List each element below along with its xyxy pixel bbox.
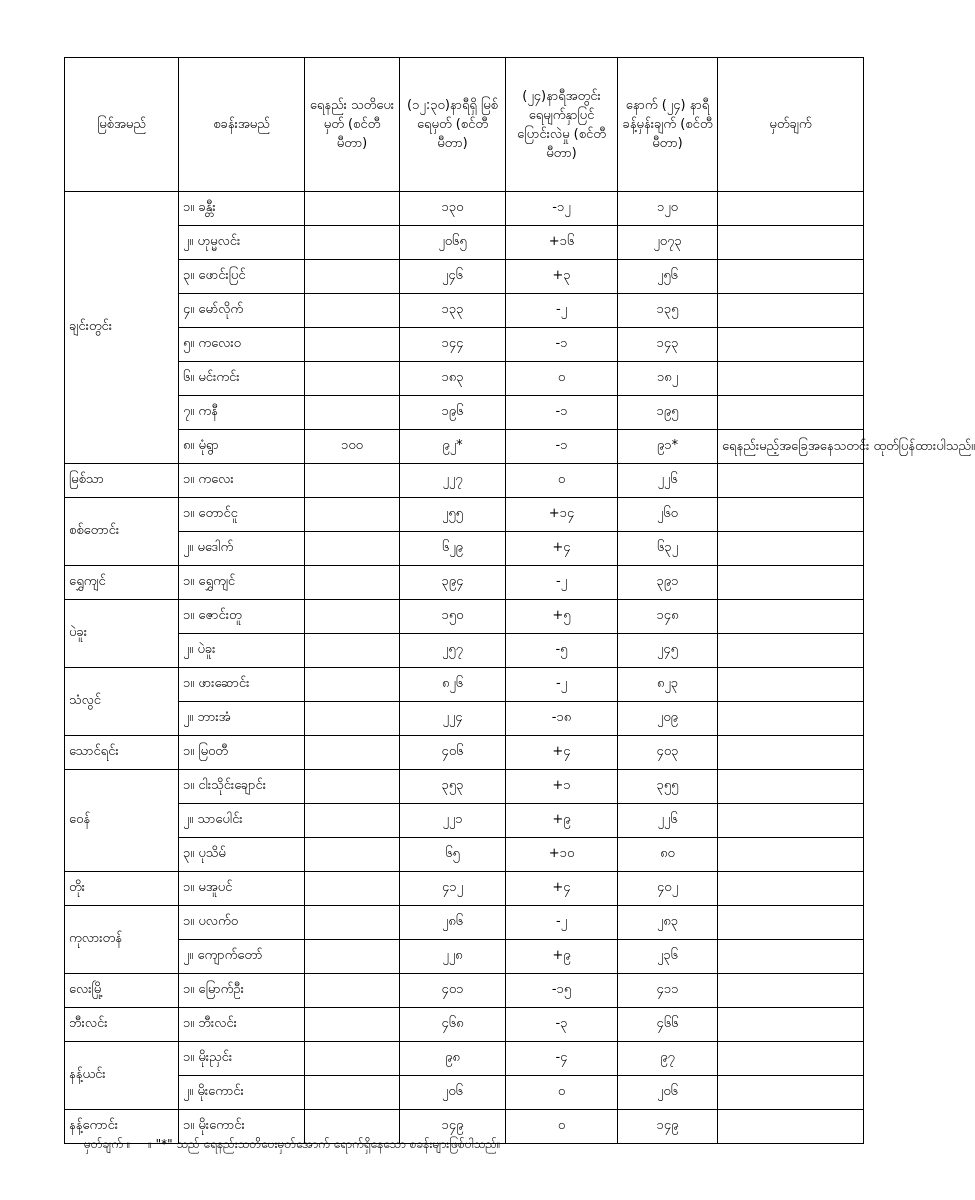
change-cell: +၁ xyxy=(506,770,618,804)
low-warning-cell xyxy=(305,498,400,532)
current-level-cell: ၁၄၉ xyxy=(400,1110,506,1144)
river-name-cell: စစ်တောင်း xyxy=(65,498,179,566)
current-level-cell: ၂၅၇ xyxy=(400,634,506,668)
table-row xyxy=(65,226,864,260)
change-cell: +၁၄ xyxy=(506,498,618,532)
low-warning-cell xyxy=(305,600,400,634)
current-level-cell: ၃၅၃ xyxy=(400,770,506,804)
river-name-cell: လေးမြို့ xyxy=(65,974,179,1008)
current-level-cell: ၂၀၆ xyxy=(400,1076,506,1110)
table-row xyxy=(65,566,864,600)
forecast-cell: ၂၅၆ xyxy=(618,260,718,294)
change-cell: ၀ xyxy=(506,1110,618,1144)
footnote xyxy=(84,1136,515,1154)
station-name-cell: ၁။ ဇောင်းတူ xyxy=(179,600,305,634)
remark-cell xyxy=(718,328,864,362)
forecast-cell: ၂၀၉ xyxy=(618,702,718,736)
remark-cell xyxy=(718,226,864,260)
forecast-cell: ၁၉၅ xyxy=(618,396,718,430)
station-name-cell: ၁။ မိုးညှင်း xyxy=(179,1042,305,1076)
remark-cell xyxy=(718,974,864,1008)
table-row xyxy=(65,464,864,498)
river-name-cell: မြစ်သာ xyxy=(65,464,179,498)
table-row xyxy=(65,872,864,906)
river-name-cell: သံလွင် xyxy=(65,668,179,736)
remark-cell xyxy=(718,668,864,702)
river-name-cell: ကုလားတန် xyxy=(65,906,179,974)
current-level-cell: ၆၅ xyxy=(400,838,506,872)
forecast-cell: ၃၉၁ xyxy=(618,566,718,600)
table-row xyxy=(65,702,864,736)
change-cell: -၅ xyxy=(506,634,618,668)
station-name-cell: ၂။ မဒေါက် xyxy=(179,532,305,566)
station-name-cell: ၄။ မော်လိုက် xyxy=(179,294,305,328)
table-row xyxy=(65,532,864,566)
header-remarks: မှတ်ချက် xyxy=(718,58,864,192)
forecast-cell: ၂၀၆ xyxy=(618,1076,718,1110)
remark-cell xyxy=(718,260,864,294)
table-row xyxy=(65,396,864,430)
station-name-cell: ၁။ ငါးသိုင်းချောင်း xyxy=(179,770,305,804)
table-row xyxy=(65,940,864,974)
river-name-cell: ဘီးလင်း xyxy=(65,1008,179,1042)
change-cell: -၄ xyxy=(506,1042,618,1076)
forecast-cell: ၂၄၅ xyxy=(618,634,718,668)
header-row xyxy=(65,58,864,192)
table-row xyxy=(65,770,864,804)
station-name-cell: ၅။ ကလေးဝ xyxy=(179,328,305,362)
station-name-cell: ၂။ ဘားအံ xyxy=(179,702,305,736)
low-warning-cell xyxy=(305,974,400,1008)
current-level-cell: ၄၁၂ xyxy=(400,872,506,906)
current-level-cell: ၂၀၆၅ xyxy=(400,226,506,260)
forecast-cell: ၄၆၆ xyxy=(618,1008,718,1042)
low-warning-cell xyxy=(305,532,400,566)
remark-cell xyxy=(718,600,864,634)
low-warning-cell xyxy=(305,872,400,906)
forecast-cell: ၉၁* xyxy=(618,430,718,464)
river-name-cell: သောင်ရင်း xyxy=(65,736,179,770)
station-name-cell: ၁။ မအူပင် xyxy=(179,872,305,906)
remark-cell xyxy=(718,702,864,736)
station-name-cell: ၁။ မိုးကောင်း xyxy=(179,1110,305,1144)
current-level-cell: ၄၆၈ xyxy=(400,1008,506,1042)
forecast-cell: ၈၂၃ xyxy=(618,668,718,702)
river-name-cell: တိုး xyxy=(65,872,179,906)
current-level-cell: ၂၈၆ xyxy=(400,906,506,940)
change-cell: ၀ xyxy=(506,362,618,396)
forecast-cell: ၂၂၆ xyxy=(618,804,718,838)
forecast-cell: ၃၅၅ xyxy=(618,770,718,804)
low-warning-cell xyxy=(305,294,400,328)
low-warning-cell xyxy=(305,226,400,260)
change-cell: -၁ xyxy=(506,430,618,464)
change-cell: +၄ xyxy=(506,872,618,906)
low-warning-cell xyxy=(305,192,400,226)
change-cell: -၁ xyxy=(506,328,618,362)
station-name-cell: ၁။ ဖားဆောင်း xyxy=(179,668,305,702)
current-level-cell: ၂၄၆ xyxy=(400,260,506,294)
low-warning-cell xyxy=(305,906,400,940)
change-cell: +၃ xyxy=(506,260,618,294)
current-level-cell: ၁၄၄ xyxy=(400,328,506,362)
table-body xyxy=(65,192,975,1144)
low-warning-cell xyxy=(305,362,400,396)
current-level-cell: ၁၃၃ xyxy=(400,294,506,328)
low-warning-cell xyxy=(305,1008,400,1042)
table-row xyxy=(65,498,864,532)
header-current-level: (၁၂:၃၀)နာရီရှိ မြစ်ရေမှတ် (စင်တီမီတာ) xyxy=(400,58,506,192)
low-warning-cell xyxy=(305,736,400,770)
station-name-cell: ၁။ မြဝတီ xyxy=(179,736,305,770)
forecast-cell: ၆၃၂ xyxy=(618,532,718,566)
change-cell: +၉ xyxy=(506,940,618,974)
river-name-cell: ရွှေကျင် xyxy=(65,566,179,600)
table-row xyxy=(65,974,864,1008)
table-row xyxy=(65,906,864,940)
station-name-cell: ၃။ ပုသိမ် xyxy=(179,838,305,872)
river-name-cell: ပဲခူး xyxy=(65,600,179,668)
current-level-cell: ၄၀၁ xyxy=(400,974,506,1008)
change-cell: +၄ xyxy=(506,736,618,770)
table-row xyxy=(65,1008,864,1042)
current-level-cell: ၉၈ xyxy=(400,1042,506,1076)
river-name-cell: နန့်ကောင်း xyxy=(65,1110,179,1144)
station-name-cell: ၁။ ဘီးလင်း xyxy=(179,1008,305,1042)
table-row xyxy=(65,838,864,872)
table-row xyxy=(65,1042,864,1076)
change-cell: -၂ xyxy=(506,566,618,600)
change-cell: -၂ xyxy=(506,294,618,328)
forecast-cell: ၂၆၀ xyxy=(618,498,718,532)
remark-cell xyxy=(718,498,864,532)
low-warning-cell xyxy=(305,634,400,668)
table-row xyxy=(65,328,864,362)
remark-cell xyxy=(718,532,864,566)
remark-cell xyxy=(718,1008,864,1042)
remark-cell xyxy=(718,736,864,770)
forecast-cell: ၂၃၆ xyxy=(618,940,718,974)
table-row xyxy=(65,736,864,770)
header-forecast: နောက် (၂၄) နာရီ ခန့်မှန်းချက် (စင်တီမီတာ) xyxy=(618,58,718,192)
remark-cell xyxy=(718,804,864,838)
current-level-cell: ၁၅၀ xyxy=(400,600,506,634)
table-row xyxy=(65,430,864,464)
station-name-cell: ၁။ ရွှေကျင် xyxy=(179,566,305,600)
station-name-cell: ၁။ ခန္တီး xyxy=(179,192,305,226)
low-warning-cell xyxy=(305,260,400,294)
header-river: မြစ်အမည် xyxy=(65,58,179,192)
current-level-cell: ၁၈၃ xyxy=(400,362,506,396)
remark-cell xyxy=(718,1076,864,1110)
forecast-cell: ၂၂၆ xyxy=(618,464,718,498)
current-level-cell: ၂၂၁ xyxy=(400,804,506,838)
header-low-warning: ရေနည်း သတိပေးမှတ် (စင်တီမီတာ) xyxy=(305,58,400,192)
current-level-cell: ၂၂၈ xyxy=(400,940,506,974)
forecast-cell: ၄၁၁ xyxy=(618,974,718,1008)
change-cell: ၀ xyxy=(506,464,618,498)
table-row xyxy=(65,634,864,668)
current-level-cell: ၁၃၀ xyxy=(400,192,506,226)
remark-cell xyxy=(718,396,864,430)
river-name-cell: ချင်းတွင်း xyxy=(65,192,179,464)
change-cell: -၁၅ xyxy=(506,974,618,1008)
station-name-cell: ၂။ ကျောက်တော် xyxy=(179,940,305,974)
low-warning-cell xyxy=(305,328,400,362)
low-warning-cell xyxy=(305,770,400,804)
low-warning-cell xyxy=(305,566,400,600)
forecast-cell: ၁၃၅ xyxy=(618,294,718,328)
current-level-cell: ၄၀၆ xyxy=(400,736,506,770)
table-row xyxy=(65,600,864,634)
low-warning-cell xyxy=(305,396,400,430)
remark-cell xyxy=(718,464,864,498)
station-name-cell: ၂။ ပဲခူး xyxy=(179,634,305,668)
remark-cell xyxy=(718,940,864,974)
table-row xyxy=(65,260,864,294)
current-level-cell: ၂၂၇ xyxy=(400,464,506,498)
forecast-cell: ၁၈၂ xyxy=(618,362,718,396)
change-cell: +၄ xyxy=(506,532,618,566)
station-name-cell: ၁။ ကလေး xyxy=(179,464,305,498)
forecast-cell: ၂၈၃ xyxy=(618,906,718,940)
low-warning-cell xyxy=(305,804,400,838)
forecast-cell: ၄၀၃ xyxy=(618,736,718,770)
forecast-cell: ၁၄၉ xyxy=(618,1110,718,1144)
change-cell: +၉ xyxy=(506,804,618,838)
low-warning-cell xyxy=(305,464,400,498)
table-row xyxy=(65,804,864,838)
change-cell: -၃ xyxy=(506,1008,618,1042)
forecast-cell: ၁၂၀ xyxy=(618,192,718,226)
table-row xyxy=(65,192,864,226)
remark-cell xyxy=(718,770,864,804)
change-cell: +၅ xyxy=(506,600,618,634)
current-level-cell: ၆၂၉ xyxy=(400,532,506,566)
river-water-level-table xyxy=(64,57,975,1144)
footnote-text: ။ "*" သည် ရေနည်းသတိပေးမှတ်အောက် ရောက်ရှိနေသော စခန်းများဖြစ်ပါသည်။ xyxy=(148,1137,501,1151)
forecast-cell: ၉၇ xyxy=(618,1042,718,1076)
low-warning-cell xyxy=(305,702,400,736)
change-cell: +၁၀ xyxy=(506,838,618,872)
remark-cell xyxy=(718,872,864,906)
remark-cell xyxy=(718,634,864,668)
station-name-cell: ၂။ ဟုမ္မလင်း xyxy=(179,226,305,260)
station-name-cell: ၈။ မုံရွာ xyxy=(179,430,305,464)
remark-cell: ရေနည်းမည့်အခြေအနေသတင်း ထုတ်ပြန်ထားပါသည်။ xyxy=(718,430,864,464)
station-name-cell: ၂။ သာပေါင်း xyxy=(179,804,305,838)
current-level-cell: ၁၉၆ xyxy=(400,396,506,430)
remark-cell xyxy=(718,1042,864,1076)
low-warning-cell xyxy=(305,940,400,974)
current-level-cell: ၈၂၆ xyxy=(400,668,506,702)
station-name-cell: ၆။ မင်းကင်း xyxy=(179,362,305,396)
current-level-cell: ၂၂၄ xyxy=(400,702,506,736)
station-name-cell: ၇။ ကနီ xyxy=(179,396,305,430)
change-cell: -၂ xyxy=(506,906,618,940)
remark-cell xyxy=(718,566,864,600)
current-level-cell: ၉၂* xyxy=(400,430,506,464)
header-station: စခန်းအမည် xyxy=(179,58,305,192)
remark-cell xyxy=(718,362,864,396)
change-cell: -၁၂ xyxy=(506,192,618,226)
footnote-label: မှတ်ချက် ။ xyxy=(84,1137,131,1151)
remark-cell xyxy=(718,838,864,872)
forecast-cell: ၁၄၃ xyxy=(618,328,718,362)
table-row xyxy=(65,668,864,702)
station-name-cell: ၂။ မိုးကောင်း xyxy=(179,1076,305,1110)
remark-cell xyxy=(718,294,864,328)
change-cell: +၁၆ xyxy=(506,226,618,260)
low-warning-cell xyxy=(305,838,400,872)
river-name-cell: နန့်ယင်း xyxy=(65,1042,179,1110)
low-warning-cell xyxy=(305,1076,400,1110)
low-warning-cell xyxy=(305,1042,400,1076)
header-24h-change: (၂၄)နာရီအတွင်း ရေမျက်နှာပြင် ပြောင်းလဲမှု (စင်တီမီတာ) xyxy=(506,58,618,192)
forecast-cell: ၂၀၇၃ xyxy=(618,226,718,260)
river-name-cell: ဝေန် xyxy=(65,770,179,872)
change-cell: ၀ xyxy=(506,1076,618,1110)
table-row xyxy=(65,294,864,328)
remark-cell xyxy=(718,192,864,226)
station-name-cell: ၃။ ဖောင်းပြင် xyxy=(179,260,305,294)
change-cell: -၂ xyxy=(506,668,618,702)
remark-cell xyxy=(718,1110,864,1144)
current-level-cell: ၃၉၄ xyxy=(400,566,506,600)
low-warning-cell: ၁၀၀ xyxy=(305,430,400,464)
forecast-cell: ၁၄၈ xyxy=(618,600,718,634)
current-level-cell: ၂၅၅ xyxy=(400,498,506,532)
table-row xyxy=(65,362,864,396)
change-cell: -၁ xyxy=(506,396,618,430)
forecast-cell: ၄၀၂ xyxy=(618,872,718,906)
change-cell: -၁၈ xyxy=(506,702,618,736)
low-warning-cell xyxy=(305,668,400,702)
forecast-cell: ၈၀ xyxy=(618,838,718,872)
station-name-cell: ၁။ တောင်ငူ xyxy=(179,498,305,532)
table-row xyxy=(65,1076,864,1110)
station-name-cell: ၁။ မြောက်ဦး xyxy=(179,974,305,1008)
remark-cell xyxy=(718,906,864,940)
station-name-cell: ၁။ ပလက်ဝ xyxy=(179,906,305,940)
